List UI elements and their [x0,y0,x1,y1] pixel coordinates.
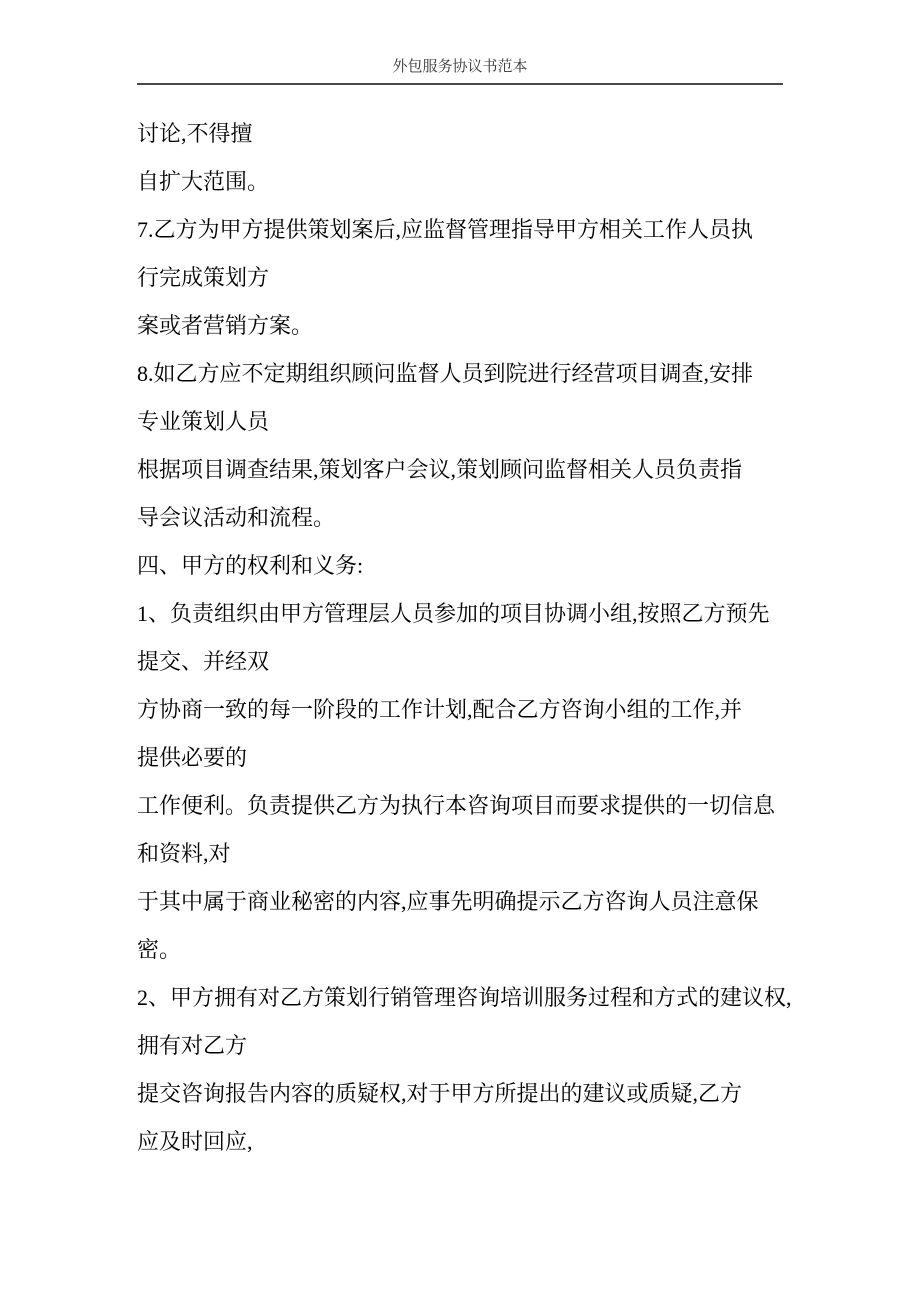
text-line: 导会议活动和流程。 [137,505,336,530]
text-line: 提供必要的 [137,745,248,770]
text-line: 讨论,不得擅 [137,121,253,146]
text-line: 自扩大范围。 [137,169,270,194]
text-line: 行完成策划方 [137,265,270,290]
text-line: 案或者营销方案。 [137,313,314,338]
text-line: 密。 [137,937,182,962]
text-line: 工作便利。负责提供乙方为执行本咨询项目而要求提供的一切信息 [137,793,776,818]
text-line: 于其中属于商业秘密的内容,应事先明确提示乙方咨询人员注意保 [137,889,759,914]
text-line: 提交、并经双 [137,649,270,674]
text-line: 2、甲方拥有对乙方策划行销管理咨询培训服务过程和方式的建议权, [137,985,792,1010]
document-body [137,110,837,1166]
text-line: 应及时回应, [137,1129,253,1154]
text-line: 7.乙方为甲方提供策划案后,应监督管理指导甲方相关工作人员执 [137,217,754,242]
text-line: 根据项目调查结果,策划客户会议,策划顾问监督相关人员负责指 [137,457,743,482]
page-header-title: 外包服务协议书范本 [392,59,528,75]
text-line: 四、甲方的权利和义务: [137,553,364,578]
text-line: 和资料,对 [137,841,231,866]
text-line: 专业策划人员 [137,409,270,434]
text-line: 1、负责组织由甲方管理层人员参加的项目协调小组,按照乙方预先 [137,601,770,626]
text-line: 拥有对乙方 [137,1033,248,1058]
text-line: 提交咨询报告内容的质疑权,对于甲方所提出的建议或质疑,乙方 [137,1081,743,1106]
page-header [137,0,783,85]
text-line: 方协商一致的每一阶段的工作计划,配合乙方咨询小组的工作,并 [137,697,743,722]
text-line: 8.如乙方应不定期组织顾问监督人员到院进行经营项目调查,安排 [137,361,754,386]
